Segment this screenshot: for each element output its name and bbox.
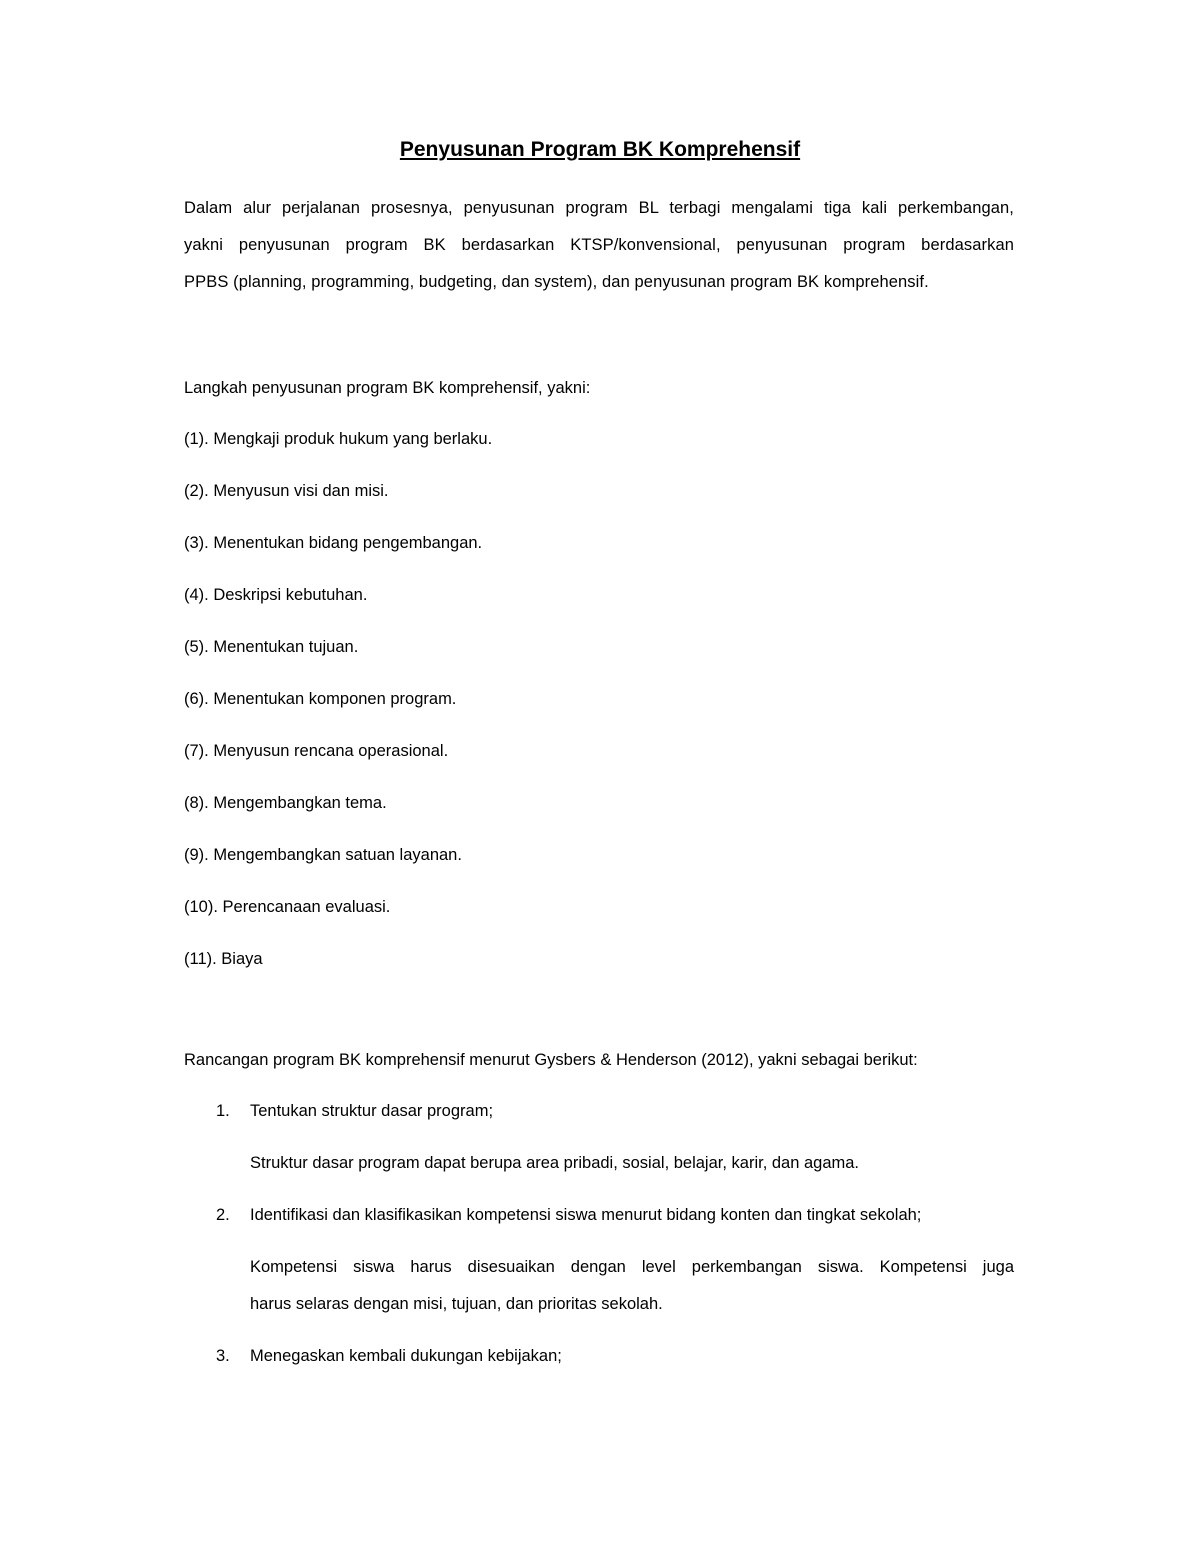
list-item: (6). Menentukan komponen program. — [184, 690, 457, 708]
intro-paragraph — [184, 190, 1014, 301]
list-item: (7). Menyusun rencana operasional. — [184, 742, 449, 760]
list-item: (10). Perencanaan evaluasi. — [184, 898, 391, 916]
design-item-description — [250, 1249, 1014, 1323]
list-item: (9). Mengembangkan satuan layanan. — [184, 846, 462, 864]
intro-line: PPBS (planning, programming, budgeting, dan system), dan penyusunan program BK komprehensif. — [184, 273, 929, 291]
design-item — [184, 1338, 1014, 1375]
list-item: (4). Deskripsi kebutuhan. — [184, 586, 368, 604]
design-item-description-line: Kompetensi siswa harus disesuaikan dengan level perkembangan siswa. Kompetensi juga — [250, 1258, 1014, 1276]
design-heading: Rancangan program BK komprehensif menurut Gysbers & Henderson (2012), yakni sebagai berikut: — [184, 1051, 918, 1069]
list-item: (1). Mengkaji produk hukum yang berlaku. — [184, 430, 493, 448]
design-item — [184, 1093, 1014, 1182]
list-item: (2). Menyusun visi dan misi. — [184, 482, 389, 500]
list-item: (5). Menentukan tujuan. — [184, 638, 359, 656]
design-item-number: 1. — [216, 1102, 230, 1120]
design-item-number: 2. — [216, 1206, 230, 1224]
intro-line: yakni penyusunan program BK berdasarkan KTSP/konvensional, penyusunan program berdasarkan — [184, 236, 1014, 254]
design-item-title: Tentukan struktur dasar program; — [250, 1102, 494, 1120]
design-item-title: Identifikasi dan klasifikasikan kompetensi siswa menurut bidang konten dan tingkat sekolah; — [250, 1206, 922, 1224]
intro-line: Dalam alur perjalanan prosesnya, penyusunan program BL terbagi mengalami tiga kali perkembangan, — [184, 199, 1014, 217]
design-item-title: Menegaskan kembali dukungan kebijakan; — [250, 1347, 562, 1365]
design-list — [184, 1093, 1014, 1390]
design-item — [184, 1197, 1014, 1323]
list-item: (11). Biaya — [184, 950, 263, 968]
design-item-description — [250, 1145, 1014, 1182]
list-item: (3). Menentukan bidang pengembangan. — [184, 534, 483, 552]
design-item-description-line: Struktur dasar program dapat berupa area pribadi, sosial, belajar, karir, dan agama. — [250, 1154, 860, 1172]
steps-list — [184, 421, 492, 993]
steps-heading: Langkah penyusunan program BK komprehensif, yakni: — [184, 379, 591, 397]
document-title: Penyusunan Program BK Komprehensif — [399, 138, 801, 161]
list-item: (8). Mengembangkan tema. — [184, 794, 387, 812]
design-item-number: 3. — [216, 1347, 230, 1365]
design-item-description-line: harus selaras dengan misi, tujuan, dan prioritas sekolah. — [250, 1295, 663, 1313]
